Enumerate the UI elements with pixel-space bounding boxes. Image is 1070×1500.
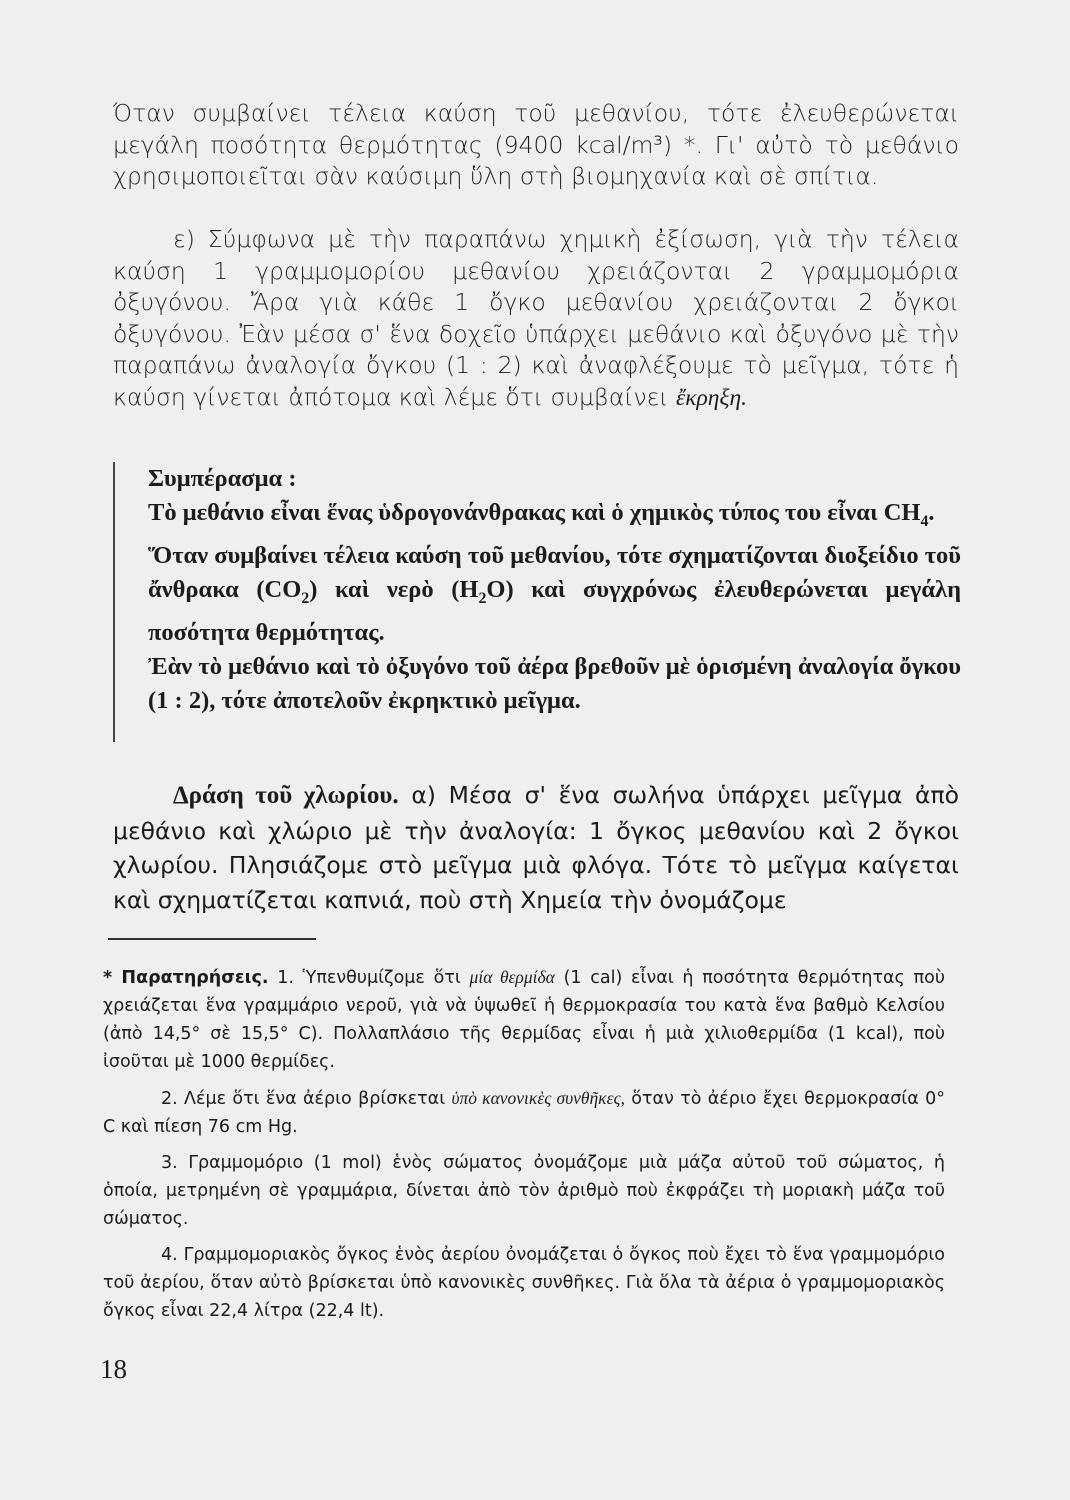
combustion-text-c: O) καὶ συγχρόνως ἐλευθερώνεται μεγάλη ποσότητα θερμότητας.: [148, 575, 961, 646]
ch4-subscript: 4: [920, 512, 929, 530]
chlorine-section-text: α) Μέσα σ' ἕνα σωλήνα ὑπάρχει μεῖγμα ἀπὸ μεθάνιο καὶ χλώριο μὲ τὴν ἀναλογία: 1 ὄγκος μεθανίου καὶ 2 ὄγκοι χλωρίου. Πλησιάζομε στὸ μεῖγμα μιὰ φλόγα. Τότε τὸ μεῖγμα καίγεται καὶ σχηματίζεται καπνιά, ποὺ στὴ Χημεία τὴν ὀνομάζομε: [113, 781, 959, 914]
conclusion-line-formula: Τὸ μεθάνιο εἶναι ἕνας ὑδρογονάνθρακας καὶ ὁ χημικὸς τύπος του εἶναι $CH_4$.: [148, 499, 935, 530]
combustion-text-a: Ὅταν συμβαίνει τέλεια καύση τοῦ μεθανίου, τότε σχηματίζονται διοξείδιο τοῦ ἄνθρακα (CO: [148, 541, 961, 603]
footnote-1: [103, 963, 945, 1076]
footnote-2-term: ὑπὸ κανονικὲς συνθῆκες,: [451, 1088, 625, 1108]
footnote-divider: [108, 938, 316, 940]
chlorine-section: [113, 778, 959, 917]
intro-paragraph: Όταν συμβαίνει τέλεια καύση τοῦ μεθανίου, τότε ἐλευθερώνεται μεγάλη ποσότητα θερμότητας (9400 kcal/m³) *. Γι' αὐτὸ τὸ μεθάνιο χρησιμοποιεῖται σὰν καύσιμη ὕλη στὴ βιομηχανία καὶ σὲ σπίτια.: [113, 99, 959, 190]
footnote-1-text-a: 1. Ὑπενθυμίζομε ὅτι: [277, 968, 461, 988]
conclusion-line-formula-text: Τὸ μεθάνιο εἶναι ἕνας ὑδρογονάνθρακας καὶ ὁ χημικὸς τύπος του εἶναι CH: [148, 499, 921, 526]
conclusion-box: [113, 462, 961, 742]
footnotes-label: * Παρατηρήσεις.: [103, 968, 269, 988]
footnote-2: [103, 1084, 945, 1141]
footnote-4: 4. Γραμμομοριακὸς ὄγκος ἑνὸς ἀερίου ὀνομάζεται ὁ ὄγκος ποὺ ἔχει τὸ ἕνα γραμμομόριο τοῦ ἀερίου, ὅταν αὐτὸ βρίσκεται ὑπὸ κανονικὲς συνθῆκες. Γιὰ ὅλα τὰ ἀέρια ὁ γραμμομοριακὸς ὄγκος εἶναι 22,4 λίτρα (22,4 lt).: [103, 1245, 945, 1321]
combustion-text-b: ) καὶ νερὸ (H: [309, 575, 479, 603]
explosion-term: ἔκρηξη.: [675, 384, 748, 411]
footnote-2-text-a: 2. Λέμε ὅτι ἕνα ἀέριο βρίσκεται: [161, 1089, 446, 1109]
footnote-3: 3. Γραμμομόριο (1 mol) ἑνὸς σώματος ὀνομάζομε μιὰ μάζα αὐτοῦ τοῦ σώματος, ἡ ὁποία, μετρημένη σὲ γραμμάρια, δίνεται ἀπὸ τὸν ἀριθμὸ ποὺ ἐκφράζει τὴ μοριακὴ μάζα τοῦ σώματος.: [103, 1153, 945, 1229]
footnote-1-term: μία θερμίδα: [469, 967, 555, 987]
conclusion-line-explosive: Ἐὰν τὸ μεθάνιο καὶ τὸ ὀξυγόνο τοῦ ἀέρα βρεθοῦν μὲ ὁρισμένη ἀναλογία ὄγκου (1 : 2), τότε ἀποτελοῦν ἐκρηκτικὸ μεῖγμα.: [148, 652, 961, 714]
conclusion-line-combustion: [148, 539, 961, 650]
point-e-paragraph: [113, 224, 959, 414]
point-e-text: ε) Σύμφωνα μὲ τὴν παραπάνω χημικὴ ἐξίσωση, γιὰ τὴν τέλεια καύση 1 γραμμομορίου μεθανίου χρειάζονται 2 γραμμομόρια ὀξυγόνου. Ἄρα γιὰ κάθε 1 ὄγκο μεθανίου χρειάζονται 2 ὄγκοι ὀξυγόνου. Ἐὰν μέσα σ' ἕνα δοχεῖο ὑπάρχει μεθάνιο καὶ ὀξυγόνο μὲ τὴν παραπάνω ἀναλογία ὄγκου (1 : 2) καὶ ἀναφλέξουμε τὸ μεῖγμα, τότε ἡ καύση γίνεται ἀπότομα καὶ λέμε ὅτι συμβαίνει: [113, 225, 959, 411]
footnote-1-text-b: (1 cal) εἶναι ἡ ποσότητα θερμότητας ποὺ χρειάζεται ἕνα γραμμάριο νεροῦ, γιὰ νὰ ὑψωθεῖ ἡ θερμοκρασία του κατὰ ἕνα βαθμὸ Κελσίου (ἀπὸ 14,5° σὲ 15,5° C). Πολλαπλάσιο τῆς θερμίδας εἶναι ἡ μιὰ χιλιοθερμίδα (1 kcal), ποὺ ἰσοῦται μὲ 1000 θερμίδες.: [103, 968, 945, 1072]
h2o-subscript: 2: [478, 589, 487, 607]
footnotes: [103, 963, 945, 1333]
chlorine-section-title: Δράση τοῦ χλωρίου.: [173, 782, 399, 809]
page-number: 18: [100, 1354, 127, 1384]
footnote-2-text-b: ὅταν τὸ ἀέριο ἔχει θερμοκρασία 0° C καὶ πίεση 76 cm Hg.: [103, 1089, 945, 1137]
co2-subscript: 2: [301, 589, 310, 607]
conclusion-heading: Συμπέρασμα :: [148, 465, 297, 492]
